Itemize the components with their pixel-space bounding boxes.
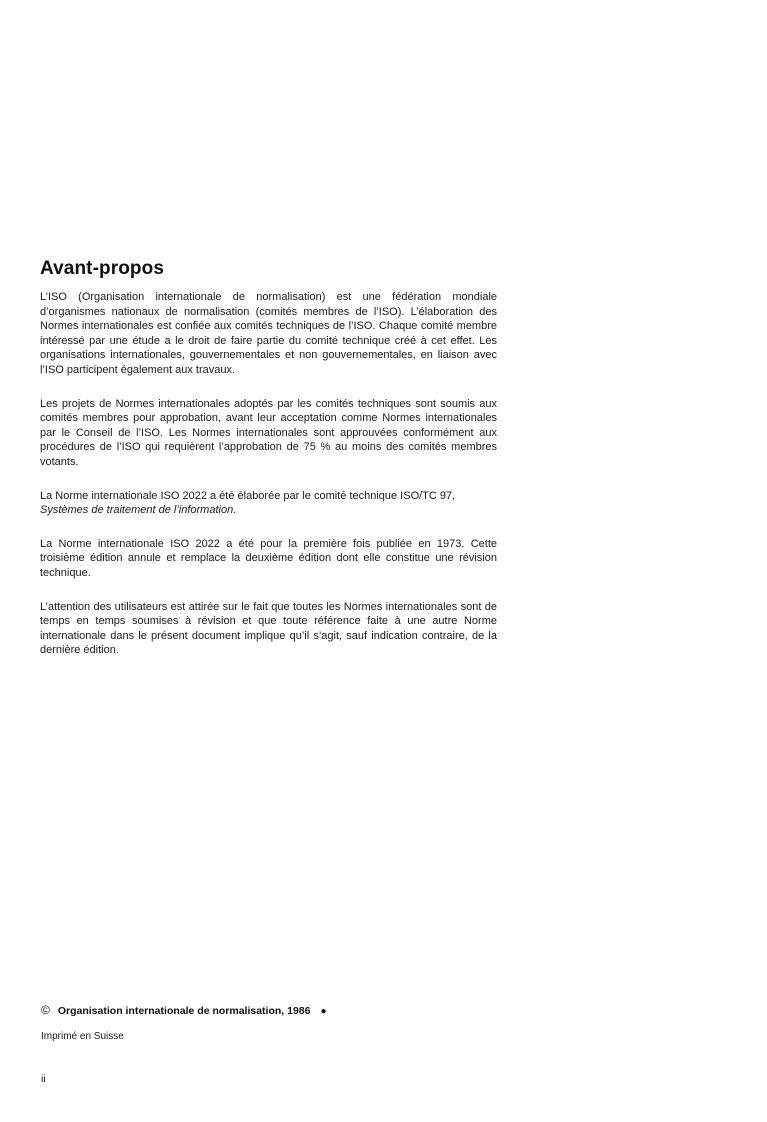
bullet-icon: ● <box>320 1006 327 1017</box>
foreword-body <box>40 290 497 677</box>
paragraph-iso-intro: L’ISO (Organisation internationale de normalisation) est une fédération mondiale d’organismes nationaux de normalisation (comités membres de l’ISO). L’élaboration des Normes internationales est confiée aux comités techniques de l’ISO. Chaque comité membre intéressé par une étude a le droit de faire partie du comité technique créé à cet effet. Les organisations internationales, gouvernementales et non gouvernementales, en liaison avec l’ISO participent également aux travaux. <box>40 291 497 376</box>
page-title: Avant-propos <box>40 258 164 279</box>
committee-title: Systèmes de traitement de l’information. <box>40 504 237 517</box>
printed-in: Imprimé en Suisse <box>41 1031 124 1042</box>
copyright-line <box>41 1003 327 1017</box>
copyright-icon: © <box>41 1003 50 1017</box>
page-number: ii <box>41 1073 46 1085</box>
committee-line: La Norme internationale ISO 2022 a été élaborée par le comité technique ISO/TC 97, <box>40 489 456 502</box>
copyright-text: Organisation internationale de normalisation, 1986 <box>57 1005 311 1017</box>
paragraph-approval: Les projets de Normes internationales adoptés par les comités techniques sont soumis aux comités membres pour approbation, avant leur acceptation comme Normes internationales par le Conseil de l’ISO. Les Normes internationales sont approuvées conformément aux procédures de l’ISO qui requièrent l’approbation de 75 % au moins des comités membres votants. <box>40 397 497 468</box>
paragraph-committee <box>40 489 497 518</box>
paragraph-edition: La Norme internationale ISO 2022 a été pour la première fois publiée en 1973. Cette troisième édition annule et remplace la deuxième édition dont elle constitue une révision technique. <box>40 537 497 579</box>
paragraph-revision-notice: L’attention des utilisateurs est attirée sur le fait que toutes les Normes internationales sont de temps en temps soumises à révision et que toute référence faite à une autre Norme internationale dans le présent document implique qu’il s’agit, sauf indication contraire, de la dernière édition. <box>40 600 497 657</box>
